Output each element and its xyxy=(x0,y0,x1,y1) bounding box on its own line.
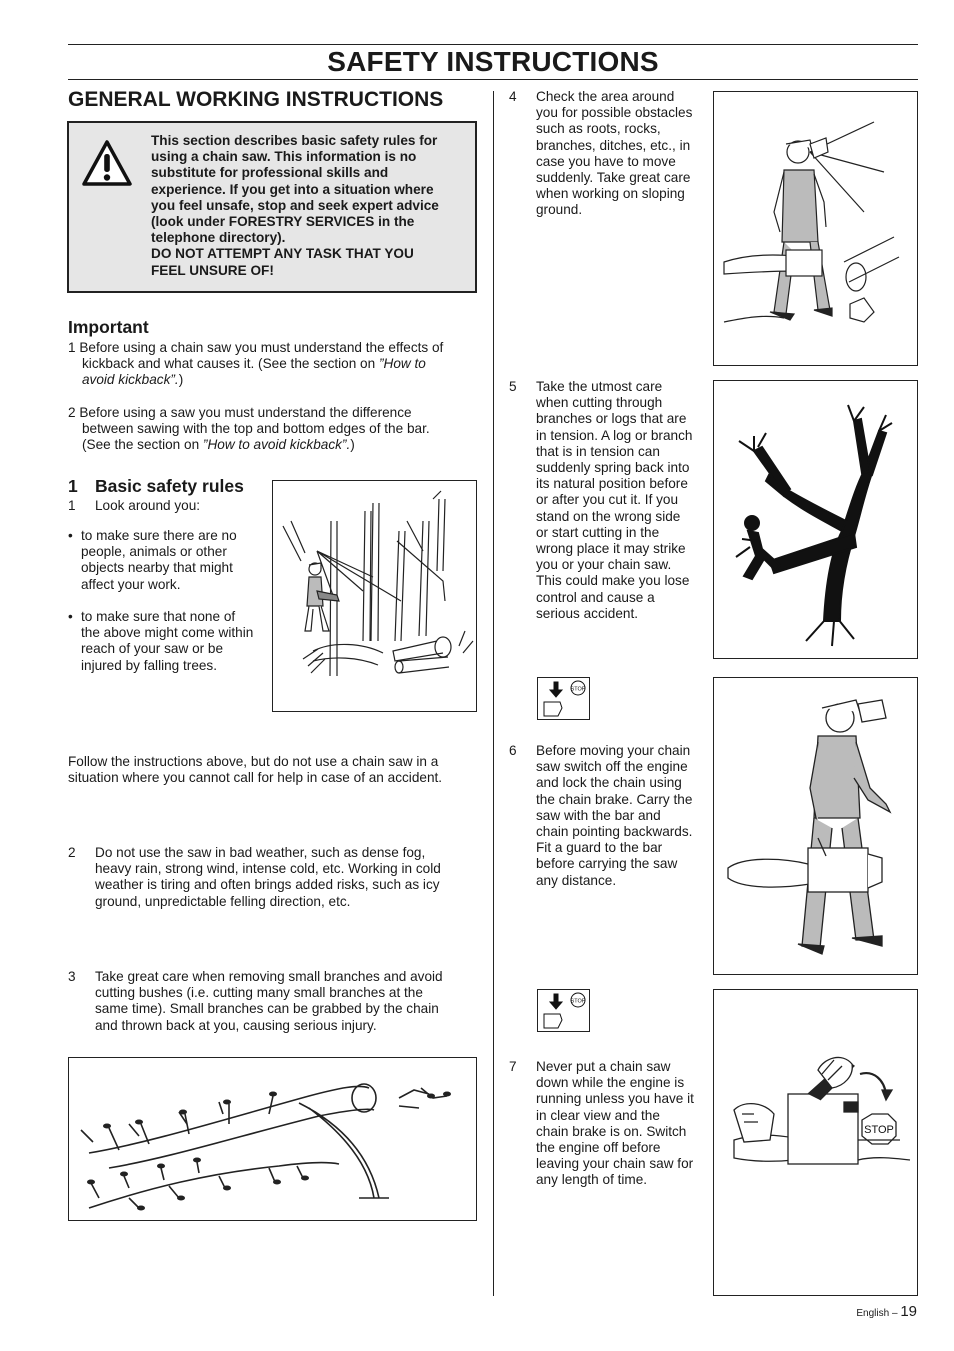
rule-2-number: 2 xyxy=(68,845,76,860)
text-line: any length of time. xyxy=(536,1172,648,1188)
text-line: its natural position before xyxy=(536,476,688,492)
sub-text: Look around you: xyxy=(95,498,201,513)
text-line: and lock the chain using xyxy=(536,775,682,791)
italic-ref: avoid kickback”. xyxy=(82,372,179,388)
page-footer xyxy=(856,1303,917,1320)
italic-ref: ”How to xyxy=(378,356,426,372)
rule-3-text xyxy=(95,969,477,1034)
text-line: injured by falling trees. xyxy=(81,657,218,673)
bullet-dot: • xyxy=(68,528,73,543)
warning-text xyxy=(151,133,469,279)
text-line: branches, ditches, etc., in xyxy=(536,137,691,153)
rule-6-text xyxy=(536,743,708,889)
text-line: serious accident. xyxy=(536,605,639,621)
chain-brake-illustration xyxy=(713,989,918,1296)
text-line: Take the utmost care xyxy=(536,379,663,394)
text-line: people, animals or other xyxy=(81,544,227,560)
rule-5-number: 5 xyxy=(509,379,517,394)
text-line xyxy=(68,372,478,388)
warning-line: substitute for professional skills and xyxy=(151,165,389,181)
text-line: control and cause a xyxy=(536,589,655,605)
text-line: or start cutting in the xyxy=(536,524,660,540)
text-line: stand on the wrong side xyxy=(536,508,681,524)
bullet-dot: • xyxy=(68,609,73,624)
text-line: running unless you have it xyxy=(536,1091,694,1107)
bullet-1 xyxy=(81,528,271,593)
text-line: or after you cut it. If you xyxy=(536,492,679,508)
text-line: chain brake is on. Switch xyxy=(536,1123,687,1139)
warning-line: telephone directory). xyxy=(151,230,286,246)
text-span: kickback and what causes it. (See the section on xyxy=(82,356,379,372)
footer-language: English – xyxy=(856,1308,901,1319)
rule-7-text xyxy=(536,1059,708,1189)
text-span: ) xyxy=(178,372,184,388)
text-line: you for possible obstacles xyxy=(536,105,693,121)
text-line: cutting bushes (i.e. cutting many small branches at the xyxy=(95,985,423,1001)
page-title: SAFETY INSTRUCTIONS xyxy=(327,46,659,77)
warning-line: using a chain saw. This information is no xyxy=(151,149,417,165)
text-line: in clear view and the xyxy=(536,1107,660,1123)
warning-line: (look under FORESTRY SERVICES in the xyxy=(151,214,415,230)
carry-saw-illustration xyxy=(713,677,918,975)
basic-rules-number: 1 xyxy=(68,476,78,496)
text-line: between sawing with the top and bottom edges of the bar. xyxy=(82,421,430,437)
top-rule xyxy=(68,44,918,45)
important-item-1 xyxy=(68,340,478,389)
follow-text xyxy=(68,754,478,786)
warning-line: FEEL UNSURE OF! xyxy=(151,262,274,278)
warning-line: you feel unsafe, stop and seek expert advice xyxy=(151,197,439,213)
text-line: suddenly spring back into xyxy=(536,460,690,476)
text-line: to make sure there are no xyxy=(81,528,237,543)
text-line: Check the area around xyxy=(536,89,675,104)
text-line: 2 Before using a saw you must understand the difference xyxy=(68,405,412,420)
section-title: GENERAL WORKING INSTRUCTIONS xyxy=(68,88,444,111)
text-line: Fit a guard to the bar xyxy=(536,840,663,856)
important-heading: Important xyxy=(68,317,149,337)
stop-sign-label: STOP xyxy=(570,998,586,1005)
rule-2-text xyxy=(95,845,477,910)
text-line: to make sure that none of xyxy=(81,609,236,624)
text-line: Before moving your chain xyxy=(536,743,691,758)
text-line: that is in tension can xyxy=(536,443,660,459)
text-line: the chain brake. Carry the xyxy=(536,791,693,807)
text-line: suddenly. Take great care xyxy=(536,170,691,186)
important-item-2 xyxy=(68,405,478,454)
warning-line: This section describes basic safety rules for xyxy=(151,133,438,148)
text-line: such as roots, rocks, xyxy=(536,121,661,137)
forest-illustration xyxy=(272,480,477,712)
tension-illustration xyxy=(713,380,918,659)
column-divider xyxy=(493,91,494,1296)
text-line: when cutting through xyxy=(536,395,663,411)
rule-5-text xyxy=(536,379,708,622)
text-line: case you have to move xyxy=(536,153,676,169)
warning-triangle-icon xyxy=(81,139,133,187)
text-line: chain pointing backwards. xyxy=(536,824,693,840)
text-span: ) xyxy=(350,437,355,453)
text-line: 1 Before using a chain saw you must understand the effects of xyxy=(68,340,444,355)
text-line: situation where you cannot call for help in case of an accident. xyxy=(68,770,443,786)
title-underline xyxy=(68,79,918,80)
text-line: saw switch off the engine xyxy=(536,759,688,775)
rule-7-number: 7 xyxy=(509,1059,517,1074)
warning-line: experience. If you get into a situation where xyxy=(151,181,434,197)
text-line: affect your work. xyxy=(81,576,181,592)
branches-illustration xyxy=(68,1057,477,1221)
text-line: heavy rain, strong wind, intense cold, etc. Working in cold xyxy=(95,861,441,877)
stop-sign-label: STOP xyxy=(864,1124,894,1136)
page-number: 19 xyxy=(900,1303,917,1320)
text-line: in tension. A log or branch xyxy=(536,427,693,443)
italic-ref: ”How to avoid kickback”. xyxy=(202,437,351,453)
text-line: before carrying the saw xyxy=(536,856,678,872)
text-line: same time). Small branches can be grabbed by the chain xyxy=(95,1001,439,1017)
sub-number: 1 xyxy=(68,498,76,513)
basic-rules-heading: Basic safety rules xyxy=(95,476,244,496)
text-line: saw with the bar and xyxy=(536,807,661,823)
text-line: any distance. xyxy=(536,872,617,888)
text-line: Never put a chain saw xyxy=(536,1059,671,1074)
text-line xyxy=(68,437,478,453)
text-line: objects nearby that might xyxy=(81,560,233,576)
rule-6-number: 6 xyxy=(509,743,517,758)
chain-brake-stop-icon xyxy=(537,989,590,1032)
text-line: when working on sloping xyxy=(536,186,685,202)
text-line: ground. xyxy=(536,202,583,218)
warning-line: DO NOT ATTEMPT ANY TASK THAT YOU xyxy=(151,246,414,262)
text-line: Do not use the saw in bad weather, such as dense fog, xyxy=(95,845,426,860)
text-line: branches or logs that are xyxy=(536,411,687,427)
text-line: leaving your chain saw for xyxy=(536,1156,694,1172)
text-line: the above might come within xyxy=(81,625,254,641)
stop-sign-label: STOP xyxy=(570,686,586,693)
text-line: Follow the instructions above, but do not use a chain saw in a xyxy=(68,754,439,769)
text-line: down while the engine is xyxy=(536,1075,685,1091)
text-line: and thrown back at you, causing serious injury. xyxy=(95,1017,377,1033)
text-line: you or your chain saw. xyxy=(536,557,672,573)
text-line: ground, unpredictable felling direction, etc. xyxy=(95,893,351,909)
rule-4-number: 4 xyxy=(509,89,517,104)
text-line: This could make you lose xyxy=(536,573,690,589)
warning-box xyxy=(67,121,477,293)
rule-4-text xyxy=(536,89,708,219)
obstacles-illustration xyxy=(713,91,918,366)
text-line: reach of your saw or be xyxy=(81,641,224,657)
text-line: wrong place it may strike xyxy=(536,541,686,557)
text-line: Take great care when removing small branches and avoid xyxy=(95,969,443,984)
text-line: the engine off before xyxy=(536,1140,661,1156)
chain-brake-stop-icon xyxy=(537,677,590,720)
bullet-2 xyxy=(81,609,271,674)
text-line xyxy=(68,356,478,372)
text-span: (See the section on xyxy=(82,437,203,453)
text-line: weather is tiring and often brings added risks, such as icy xyxy=(95,877,440,893)
rule-3-number: 3 xyxy=(68,969,76,984)
